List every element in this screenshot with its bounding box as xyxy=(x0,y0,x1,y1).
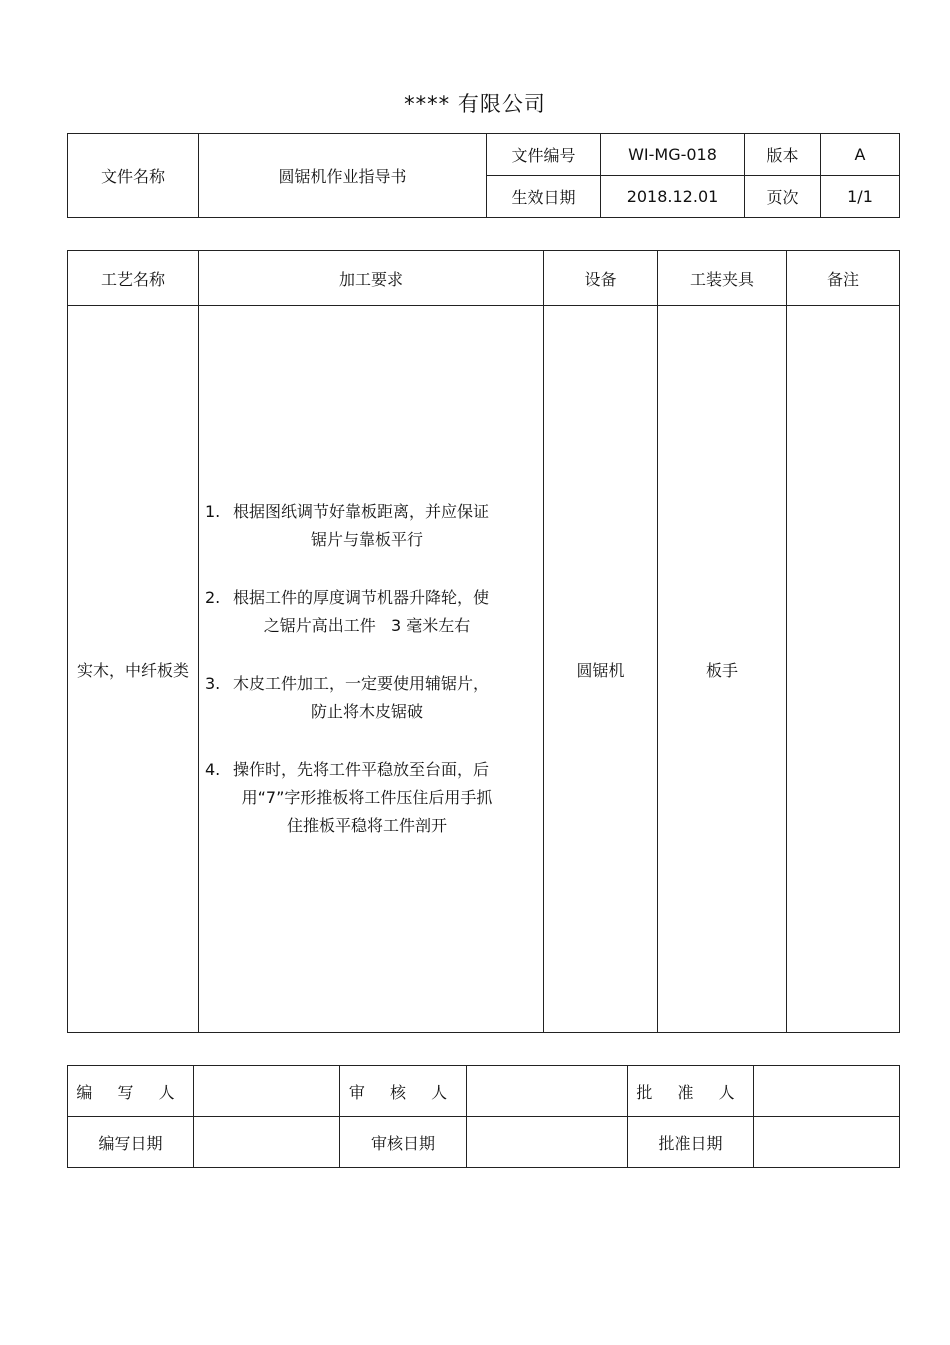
approve-date-label: 批准日期 xyxy=(628,1117,754,1168)
requirement-text-cont: 防止将木皮锯破 xyxy=(310,702,423,721)
approve-date-field[interactable] xyxy=(754,1117,900,1168)
fixture-cell: 板手 xyxy=(658,306,787,1033)
requirement-text: 根据图纸调节好靠板距离，并应保证 xyxy=(233,502,490,521)
requirement-text: 木皮工件加工，一定要使用辅锯片， xyxy=(233,674,490,693)
write-date-label: 编写日期 xyxy=(68,1117,194,1168)
requirement-text: 操作时，先将工件平稳放至台面，后 xyxy=(233,760,490,779)
requirement-item xyxy=(205,584,529,640)
doc-no-label: 文件编号 xyxy=(487,134,601,176)
requirement-item xyxy=(205,756,529,840)
version-label: 版本 xyxy=(745,134,821,176)
requirement-item xyxy=(205,498,529,554)
signature-table xyxy=(67,1065,900,1168)
approver-field[interactable] xyxy=(754,1066,900,1117)
process-table xyxy=(67,250,900,1033)
document-header-table xyxy=(67,133,900,218)
writer-field[interactable] xyxy=(194,1066,340,1117)
requirement-item xyxy=(205,670,529,726)
doc-name-value: 圆锯机作业指导书 xyxy=(199,134,487,218)
requirement-text-cont: 之锯片高出工件 3 毫米左右 xyxy=(263,616,471,635)
reviewer-field[interactable] xyxy=(467,1066,628,1117)
page-label: 页次 xyxy=(745,176,821,218)
version-value: A xyxy=(821,134,900,176)
col-fixture: 工装夹具 xyxy=(658,251,787,306)
review-date-field[interactable] xyxy=(467,1117,628,1168)
effective-date-label: 生效日期 xyxy=(487,176,601,218)
effective-date-value: 2018.12.01 xyxy=(601,176,745,218)
requirements-cell xyxy=(199,306,544,1033)
process-name-cell: 实木，中纤板类 xyxy=(68,306,199,1033)
col-remark: 备注 xyxy=(787,251,900,306)
requirement-number: 2. xyxy=(205,588,221,607)
col-requirements: 加工要求 xyxy=(199,251,544,306)
requirement-number: 4. xyxy=(205,760,221,779)
page-value: 1/1 xyxy=(821,176,900,218)
requirement-text-cont: 住推板平稳将工件剖开 xyxy=(286,816,447,835)
reviewer-label: 审 核 人 xyxy=(340,1066,467,1117)
requirement-number: 3. xyxy=(205,674,221,693)
requirement-text-cont: 用“7”字形推板将工件压住后用手抓 xyxy=(241,788,493,807)
doc-name-label: 文件名称 xyxy=(68,134,199,218)
company-title: **** 有限公司 xyxy=(404,92,546,116)
col-equipment: 设备 xyxy=(544,251,658,306)
col-process-name: 工艺名称 xyxy=(68,251,199,306)
writer-label: 编 写 人 xyxy=(68,1066,194,1117)
requirement-text-cont: 锯片与靠板平行 xyxy=(310,530,423,549)
equipment-cell: 圆锯机 xyxy=(544,306,658,1033)
write-date-field[interactable] xyxy=(194,1117,340,1168)
approver-label: 批 准 人 xyxy=(628,1066,754,1117)
remark-cell xyxy=(787,306,900,1033)
review-date-label: 审核日期 xyxy=(340,1117,467,1168)
requirement-text: 根据工件的厚度调节机器升降轮，使 xyxy=(233,588,490,607)
requirement-number: 1. xyxy=(205,502,221,521)
doc-no-value: WI-MG-018 xyxy=(601,134,745,176)
